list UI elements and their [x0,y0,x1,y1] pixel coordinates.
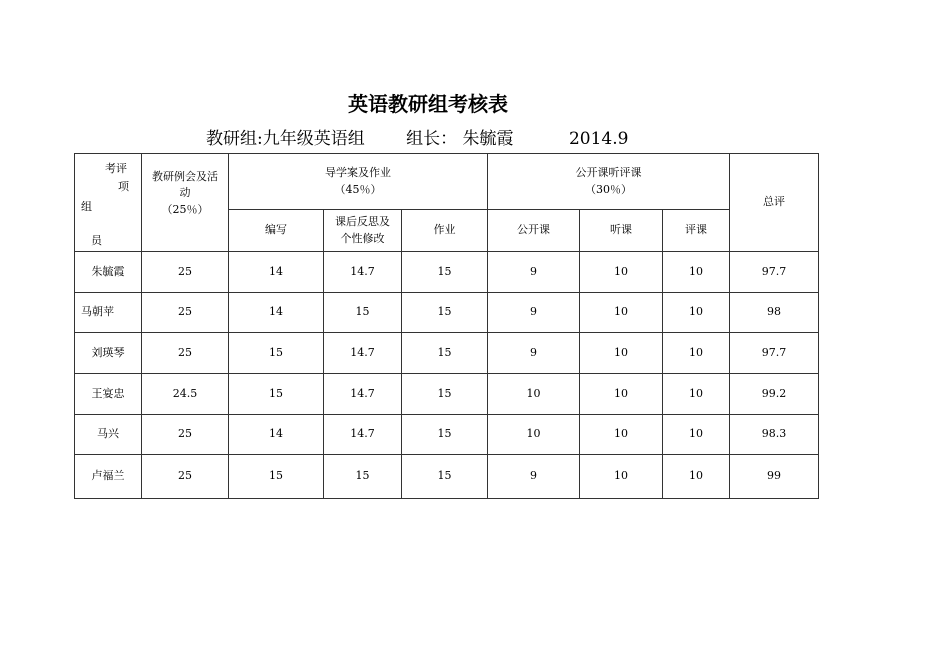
score-open-class: 9 [488,252,580,293]
score-open-class: 10 [488,374,580,415]
header-reflect [324,210,402,252]
page-title: 英语教研组考核表 [348,92,508,116]
score-meeting: 24.5 [142,374,229,415]
group-name: 教研组:九年级英语组 [206,129,365,149]
header-meeting-line2: 动 [179,186,191,200]
score-open-class: 9 [488,455,580,499]
date: 2014.9 [568,129,629,149]
score-listen: 10 [580,252,663,293]
table-row [75,293,819,333]
header-open-line2: （30％） [585,182,633,196]
score-homework: 15 [402,415,488,455]
corner-label-group: 组 [81,199,92,213]
score-meeting: 25 [142,415,229,455]
score-reflect: 14.7 [324,374,402,415]
score-reflect: 14.7 [324,415,402,455]
score-review: 10 [663,415,730,455]
score-compile: 15 [229,333,324,374]
score-total: 97.7 [730,252,819,293]
score-reflect: 15 [324,455,402,499]
score-listen: 10 [580,374,663,415]
corner-label-member: 员 [91,233,102,247]
member-name: 马朝苹 [75,293,142,333]
leader-name: 朱毓霞 [462,129,514,149]
score-listen: 10 [580,293,663,333]
score-reflect: 14.7 [324,252,402,293]
score-listen: 10 [580,333,663,374]
header-meeting-line1: 教研例会及活 [152,169,218,183]
score-total: 99.2 [730,374,819,415]
header-listen: 听课 [580,210,663,252]
header-guide-group [229,154,488,210]
leader-label: 组长： [406,129,458,149]
score-listen: 10 [580,455,663,499]
score-meeting: 25 [142,293,229,333]
score-open-class: 10 [488,415,580,455]
score-review: 10 [663,374,730,415]
score-total: 98.3 [730,415,819,455]
score-compile: 14 [229,293,324,333]
score-listen: 10 [580,415,663,455]
member-name: 卢福兰 [75,455,142,499]
score-reflect: 15 [324,293,402,333]
member-name: 刘瑛琴 [75,333,142,374]
score-homework: 15 [402,455,488,499]
score-open-class: 9 [488,293,580,333]
corner-label-item: 项 [118,179,129,193]
header-homework: 作业 [402,210,488,252]
header-open-class: 公开课 [488,210,580,252]
score-review: 10 [663,333,730,374]
score-compile: 14 [229,252,324,293]
score-homework: 15 [402,252,488,293]
score-open-class: 9 [488,333,580,374]
corner-label-evaluate: 考评 [105,161,127,175]
header-compile: 编写 [229,210,324,252]
score-reflect: 14.7 [324,333,402,374]
table-row [75,455,819,499]
member-name: 朱毓霞 [75,252,142,293]
member-name: 王宴忠 [75,374,142,415]
header-open-line1: 公开课听评课 [575,166,642,179]
corner-header-cell [75,154,142,252]
score-compile: 15 [229,455,324,499]
table-row [75,374,819,415]
header-reflect-line1: 课后反思及 [335,215,390,228]
score-meeting: 25 [142,455,229,499]
table-row [75,252,819,293]
header-review: 评课 [663,210,730,252]
score-homework: 15 [402,374,488,415]
member-name: 马兴 [75,415,142,455]
score-meeting: 25 [142,333,229,374]
table-row [75,333,819,374]
table-row [75,415,819,455]
score-total: 97.7 [730,333,819,374]
score-review: 10 [663,293,730,333]
header-reflect-line2: 个性修改 [340,231,385,245]
score-review: 10 [663,455,730,499]
score-total: 98 [730,293,819,333]
score-total: 99 [730,455,819,499]
score-meeting: 25 [142,252,229,293]
header-open-group [488,154,730,210]
score-homework: 15 [402,333,488,374]
header-guide-line1: 导学案及作业 [325,166,391,179]
score-compile: 15 [229,374,324,415]
header-meeting-line3: （25％） [161,202,209,216]
score-homework: 15 [402,293,488,333]
header-guide-line2: （45％） [334,182,382,196]
subtitle-line [206,124,628,149]
assessment-table [74,153,819,499]
score-review: 10 [663,252,730,293]
score-compile: 14 [229,415,324,455]
header-meeting [142,154,229,252]
header-total: 总评 [730,154,819,252]
